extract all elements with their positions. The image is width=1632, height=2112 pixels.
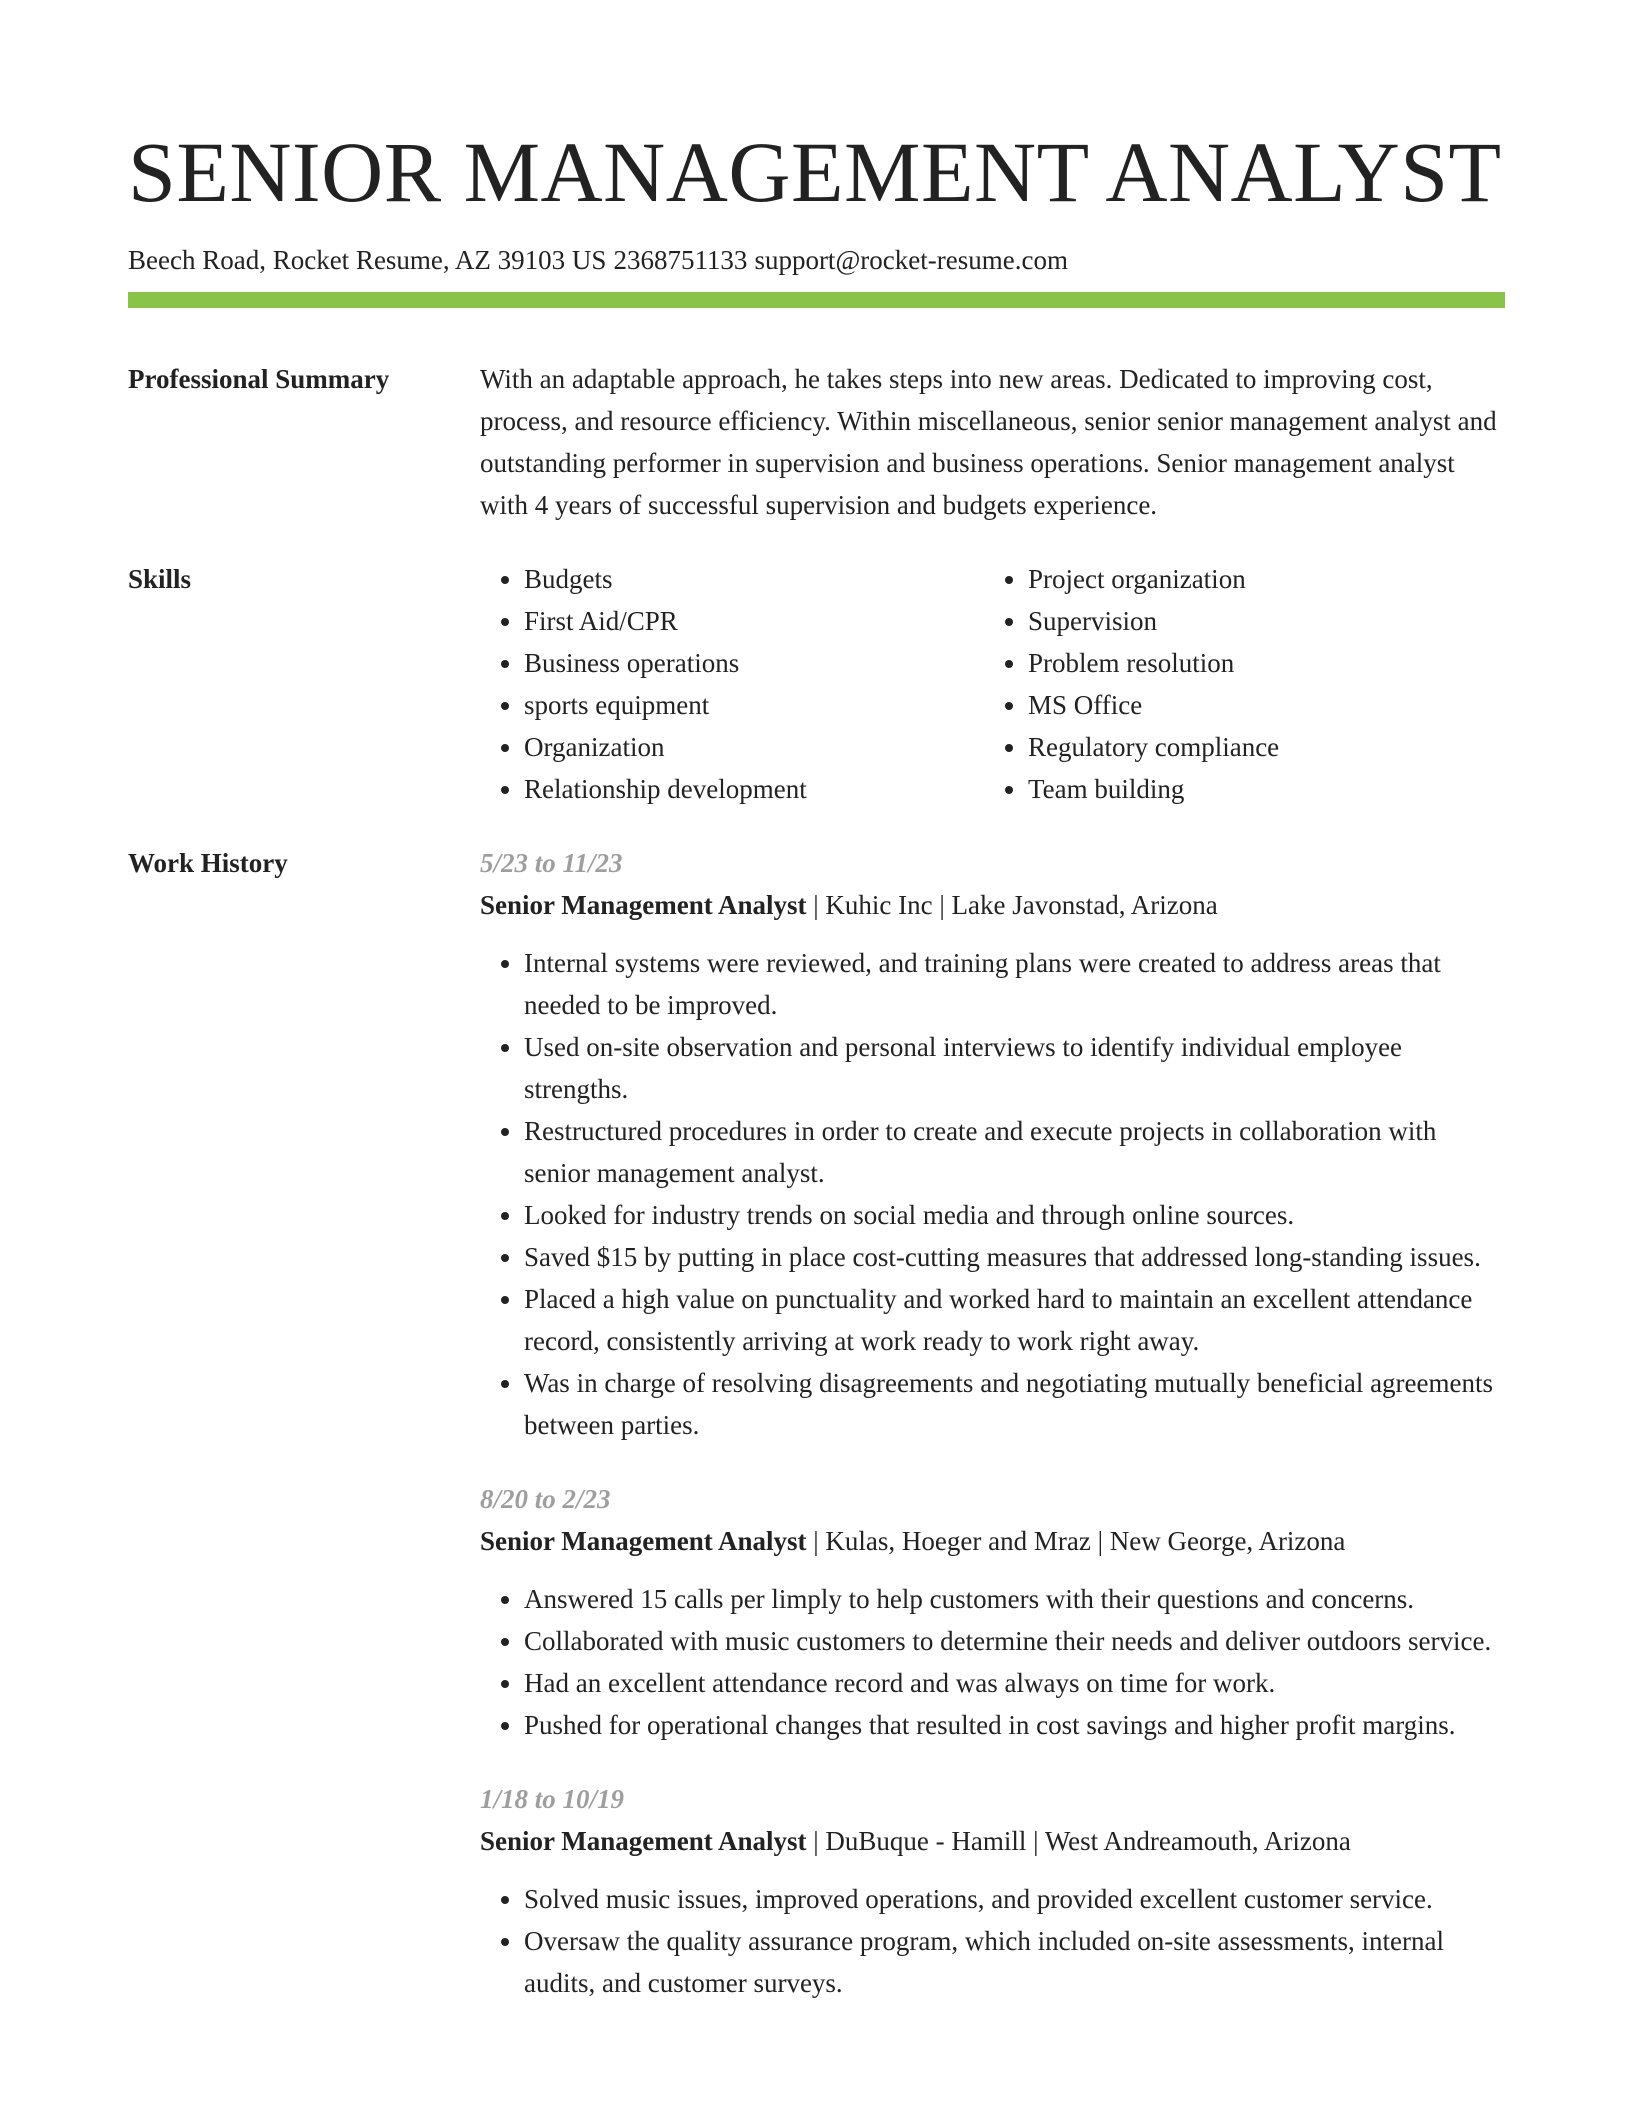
skills-section bbox=[128, 558, 1505, 810]
job-title-line: Senior Management Analyst | Kulas, Hoeger and Mraz | New George, Arizona bbox=[480, 1526, 1346, 1556]
skill-item: • Regulatory compliance bbox=[1028, 726, 1488, 768]
job-bullets bbox=[480, 1578, 1505, 1746]
skills-list-left bbox=[480, 558, 984, 810]
job-title-line: Senior Management Analyst | Kuhic Inc | Lake Javonstad, Arizona bbox=[480, 890, 1218, 920]
job-location: West Andreamouth, Arizona bbox=[1044, 1826, 1351, 1856]
skill-item: • Business operations bbox=[524, 642, 984, 684]
job-bullet: • Looked for industry trends on social media and through online sources. bbox=[524, 1194, 1505, 1236]
summary-section-title: Professional Summary bbox=[128, 364, 390, 394]
summary-text: With an adaptable approach, he takes steps into new areas. Dedicated to improving cost, process, and resource efficiency. Within miscellaneous, senior senior management analyst and outstanding performer in supervision and business operations. Senior management analyst with 4 years of successful supervision and budgets experience. bbox=[480, 364, 1497, 520]
skill-item: • Project organization bbox=[1028, 558, 1488, 600]
skill-item: • Budgets bbox=[524, 558, 984, 600]
job-location: Lake Javonstad, Arizona bbox=[951, 890, 1218, 920]
job-bullet: • Restructured procedures in order to create and execute projects in collaboration with senior management analyst. bbox=[524, 1110, 1505, 1194]
skills-list-right bbox=[984, 558, 1488, 810]
job-bullets bbox=[480, 1878, 1505, 2004]
job-company: DuBuque - Hamill bbox=[825, 1826, 1027, 1856]
job-bullet: • Placed a high value on punctuality and worked hard to maintain an excellent attendance record, consistently arriving at work ready to work right away. bbox=[524, 1278, 1505, 1362]
skill-item: • Relationship development bbox=[524, 768, 984, 810]
resume-name-heading: SENIOR MANAGEMENT ANALYST bbox=[128, 124, 1502, 220]
resume-page bbox=[128, 0, 1505, 2004]
work-history-section bbox=[128, 842, 1505, 2004]
job-company: Kulas, Hoeger and Mraz bbox=[825, 1526, 1091, 1556]
job-bullet: • Was in charge of resolving disagreements and negotiating mutually beneficial agreements between parties. bbox=[524, 1362, 1505, 1446]
job-dates: 8/20 to 2/23 bbox=[480, 1484, 611, 1514]
job-bullet: • Internal systems were reviewed, and training plans were created to address areas that needed to be improved. bbox=[524, 942, 1505, 1026]
work-history-body bbox=[480, 842, 1505, 2004]
job-title-line: Senior Management Analyst | DuBuque - Hamill | West Andreamouth, Arizona bbox=[480, 1826, 1351, 1856]
contact-address: Beech Road, Rocket Resume, AZ 39103 US bbox=[128, 245, 607, 275]
job-dates: 5/23 to 11/23 bbox=[480, 848, 623, 878]
job-entry bbox=[480, 1778, 1505, 2004]
job-bullet: • Oversaw the quality assurance program, which included on-site assessments, internal audits, and customer surveys. bbox=[524, 1920, 1505, 2004]
contact-phone: 2368751133 bbox=[613, 245, 748, 275]
job-role: Senior Management Analyst bbox=[480, 1826, 807, 1856]
contact-email[interactable]: support@rocket-resume.com bbox=[754, 245, 1068, 275]
job-entry bbox=[480, 842, 1505, 1446]
job-bullet: • Pushed for operational changes that resulted in cost savings and higher profit margins. bbox=[524, 1704, 1505, 1746]
work-history-section-title: Work History bbox=[128, 848, 288, 878]
job-bullets bbox=[480, 942, 1505, 1446]
job-role: Senior Management Analyst bbox=[480, 1526, 807, 1556]
job-location: New George, Arizona bbox=[1109, 1526, 1346, 1556]
skills-section-title: Skills bbox=[128, 564, 192, 594]
job-role: Senior Management Analyst bbox=[480, 890, 807, 920]
job-bullet: • Used on-site observation and personal interviews to identify individual employee strengths. bbox=[524, 1026, 1505, 1110]
job-bullet: • Saved $15 by putting in place cost-cutting measures that addressed long-standing issues. bbox=[524, 1236, 1505, 1278]
skill-item: • Team building bbox=[1028, 768, 1488, 810]
header-divider bbox=[128, 292, 1505, 308]
job-company: Kuhic Inc bbox=[825, 890, 933, 920]
skill-item: • MS Office bbox=[1028, 684, 1488, 726]
job-bullet: • Answered 15 calls per limply to help customers with their questions and concerns. bbox=[524, 1578, 1505, 1620]
job-bullet: • Had an excellent attendance record and was always on time for work. bbox=[524, 1662, 1505, 1704]
skill-item: • Organization bbox=[524, 726, 984, 768]
skills-columns bbox=[480, 558, 1505, 810]
job-entry bbox=[480, 1478, 1505, 1746]
skill-item: • Supervision bbox=[1028, 600, 1488, 642]
summary-section bbox=[128, 358, 1505, 526]
skill-item: • First Aid/CPR bbox=[524, 600, 984, 642]
job-bullet: • Solved music issues, improved operations, and provided excellent customer service. bbox=[524, 1878, 1505, 1920]
job-bullet: • Collaborated with music customers to determine their needs and deliver outdoors service. bbox=[524, 1620, 1505, 1662]
job-dates: 1/18 to 10/19 bbox=[480, 1784, 625, 1814]
skill-item: • sports equipment bbox=[524, 684, 984, 726]
contact-line bbox=[128, 242, 1505, 278]
skill-item: • Problem resolution bbox=[1028, 642, 1488, 684]
